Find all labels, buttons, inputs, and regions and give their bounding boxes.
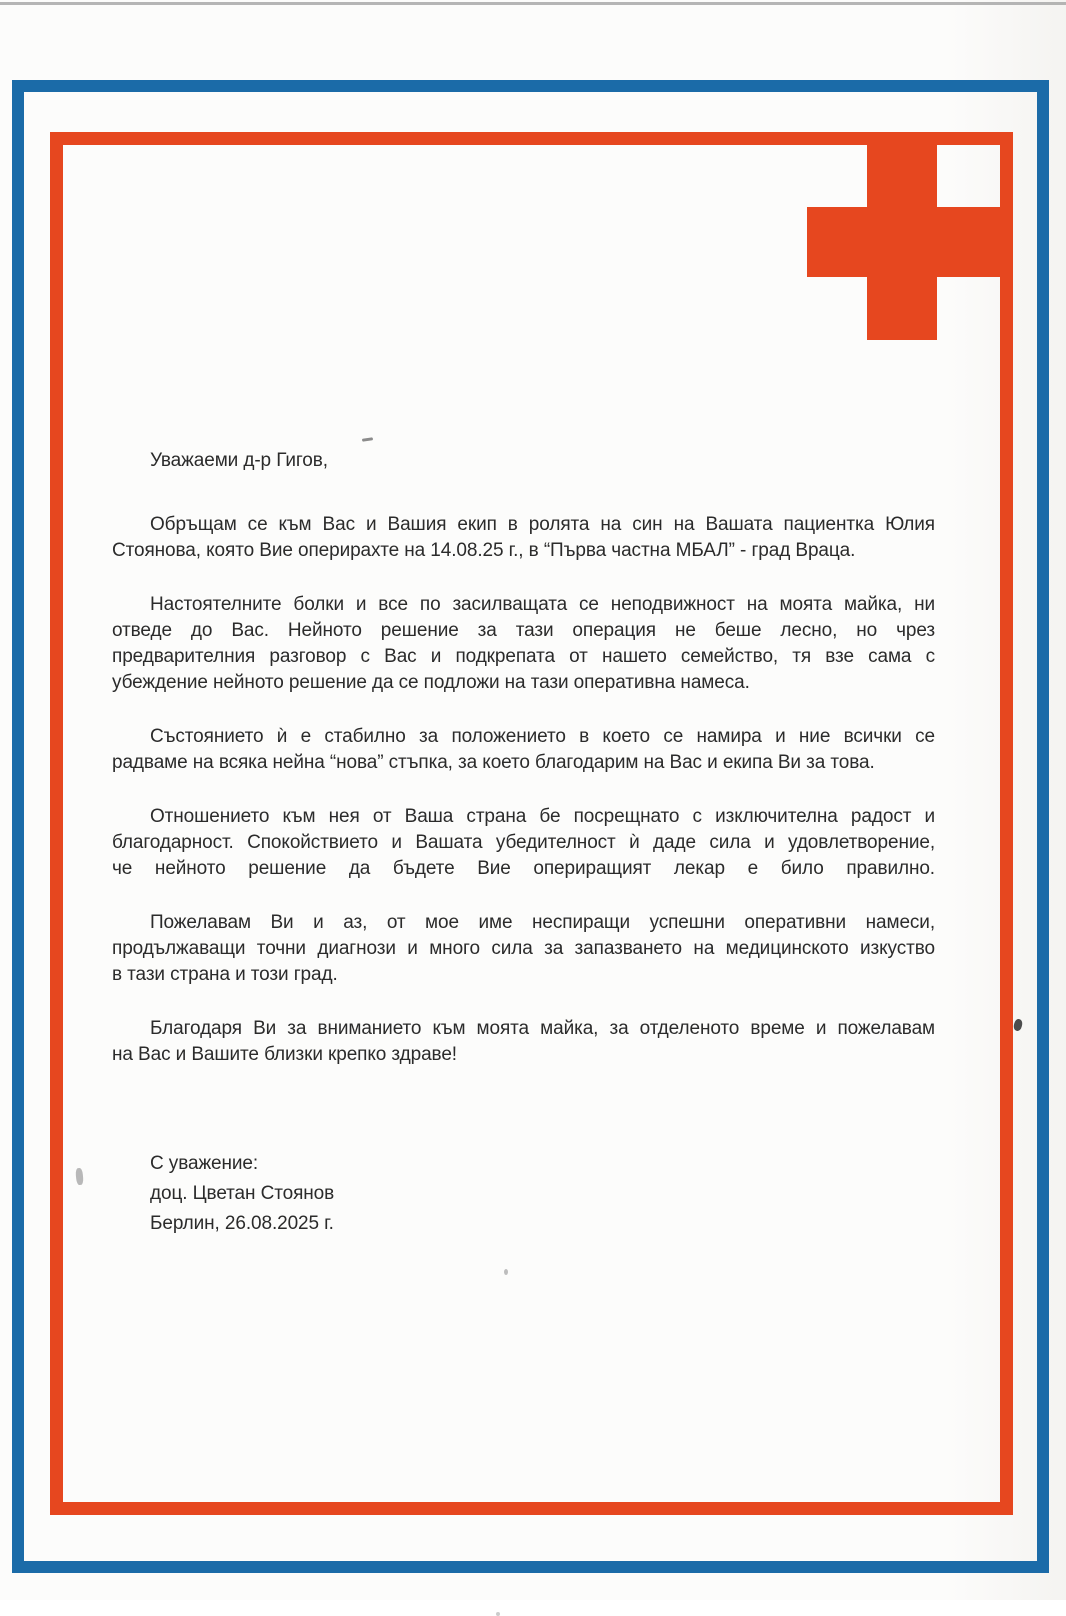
letter-closing — [112, 1149, 935, 1239]
closing-place-date: Берлин, 26.08.2025 г. — [150, 1213, 334, 1234]
letter-paragraph — [112, 724, 935, 776]
paragraph-line: Отношението към нея от Ваша страна бе посрещнато с изключителна радост и — [150, 806, 935, 827]
letter-paragraph — [112, 592, 935, 696]
letter-body — [112, 448, 935, 1239]
paragraph-line: Благодаря Ви за вниманието към моята майка, за отделеното време и пожелавам — [150, 1018, 935, 1039]
letter-paragraph — [112, 512, 935, 564]
letter-paragraphs — [112, 512, 935, 1068]
closing-signature-name: доц. Цветан Стоянов — [150, 1183, 335, 1204]
paragraph-line: убеждение нейното решение да се подложи на тази оперативна намеса. — [112, 672, 750, 693]
paragraph-line: Стоянова, която Вие оперирахте на 14.08.25 г., в “Първа частна МБАЛ” - град Враца. — [112, 540, 856, 561]
paragraph-line: благодарност. Спокойствието и Вашата убедителност ѝ даде сила и удовлетворение, — [112, 832, 935, 853]
paragraph-line: продължаващи точни диагнози и много сила за запазването на медицинското изкуство — [112, 938, 935, 959]
ink-speck — [504, 1269, 508, 1275]
letter-salutation: Уважаеми д-р Гигов, — [150, 450, 328, 471]
paragraph-line: в тази страна и този град. — [112, 964, 338, 985]
letter-paragraph — [112, 804, 935, 882]
letter-paragraph — [112, 1016, 935, 1068]
ink-speck — [496, 1612, 500, 1616]
letter-paragraph — [112, 910, 935, 988]
paragraph-line: Пожелавам Ви и аз, от мое име неспиращи успешни оперативни намеси, — [150, 912, 935, 933]
paragraph-line: отведе до Вас. Нейното решение за тази операция не беше лесно, но чрез — [112, 620, 935, 641]
paragraph-line: предварителния разговор с Вас и подкрепата от нашето семейство, тя взе сама с — [112, 646, 935, 667]
paragraph-line: че нейното решение да бъдете Вие опериращият лекар е било правилно. — [112, 858, 935, 879]
paragraph-line: Обръщам се към Вас и Вашия екип в ролята на син на Вашата пациентка Юлия — [150, 514, 935, 535]
paragraph-line: радваме на всяка нейна “нова” стъпка, за което благодарим на Вас и екипа Ви за това. — [112, 752, 875, 773]
paragraph-line: на Вас и Вашите близки крепко здраве! — [112, 1044, 457, 1065]
scan-edge-artifact — [0, 2, 1066, 5]
red-cross-icon — [807, 207, 1013, 277]
paragraph-line: Състоянието ѝ е стабилно за положението в което се намира и ние всички се — [150, 726, 935, 747]
closing-regards: С уважение: — [150, 1153, 259, 1174]
paragraph-line: Настоятелните болки и все по засилващата се неподвижност на моята майка, ни — [150, 594, 935, 615]
